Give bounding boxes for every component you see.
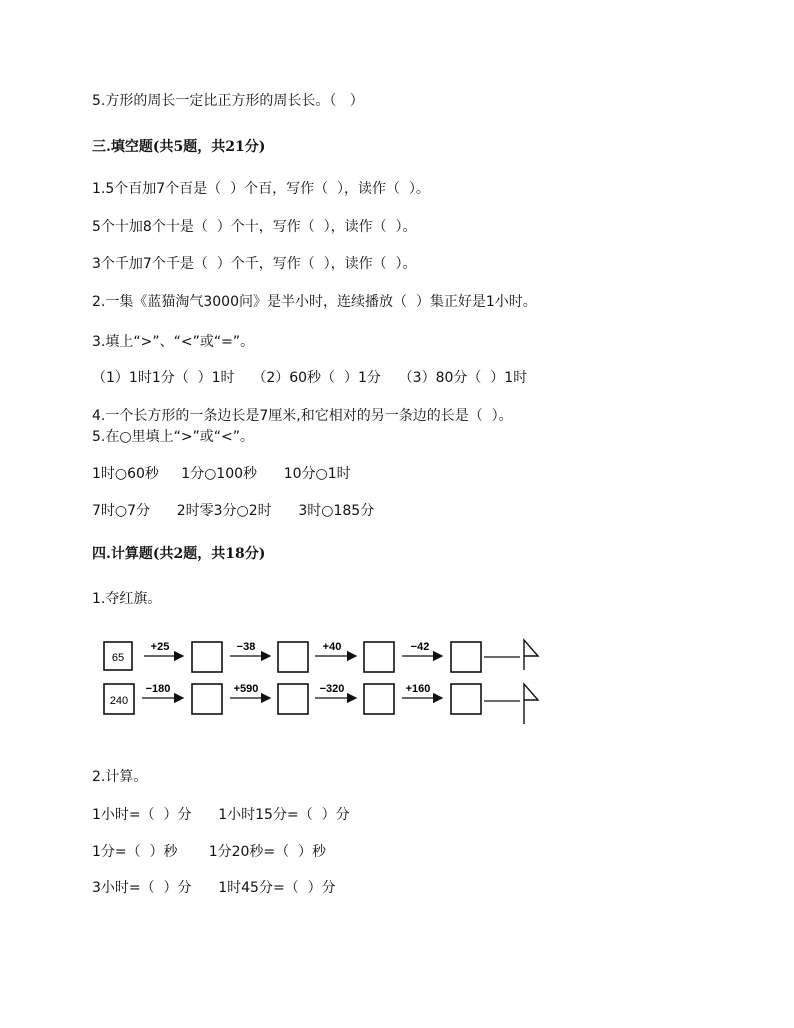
fill-question-5-row-2: 7时○7分 2时零3分○2时 3时○185分 (92, 503, 375, 519)
fill-question-1c: 3个千加7个千是（ ）个千，写作（ ），读作（ ）。 (92, 256, 417, 272)
calc-question-2-row-3: 3小时=（ ）分 1时45分=（ ）分 (92, 880, 336, 896)
answer-box[interactable] (192, 684, 222, 714)
answer-box[interactable] (278, 684, 308, 714)
flag-race-diagram (100, 632, 560, 728)
judge-question-5: 5.方形的周长一定比正方形的周长长。（ ） (92, 93, 364, 109)
calc-question-2-row-2: 1分=（ ）秒 1分20秒=（ ）秒 (92, 844, 327, 860)
answer-box[interactable] (278, 642, 308, 672)
operation-label: −38 (236, 641, 256, 653)
calc-question-2-row-1: 1小时=（ ）分 1小时15分=（ ）分 (92, 807, 350, 823)
answer-box[interactable] (451, 684, 481, 714)
section-4-title: 四.计算题(共2题，共18分) (92, 546, 266, 562)
operation-label: +160 (405, 683, 431, 695)
flag-race-row-2 (104, 683, 538, 724)
fill-question-2: 2.一集《蓝猫淘气3000问》是半小时，连续播放（ ）集正好是1小时。 (92, 294, 537, 310)
operation-label: −320 (319, 683, 345, 695)
fill-question-3-items: （1）1时1分（ ）1时 （2）60秒（ ）1分 （3）80分（ ）1时 (92, 370, 528, 386)
operation-label: +25 (150, 641, 170, 653)
operation-label: +40 (322, 641, 342, 653)
flag-icon (524, 684, 538, 724)
calc-question-1: 1.夺红旗。 (92, 591, 162, 607)
fill-question-3: 3.填上“>”、“<”或“=”。 (92, 334, 255, 350)
calc-question-2: 2.计算。 (92, 769, 148, 785)
section-3-title: 三.填空题(共5题，共21分) (92, 139, 266, 155)
flag-race-row-1 (104, 640, 538, 672)
fill-question-5: 5.在○里填上“>”或“<”。 (92, 429, 255, 445)
fill-question-1a: 1.5个百加7个百是（ ）个百，写作（ ），读作（ ）。 (92, 181, 430, 197)
start-value: 65 (111, 652, 125, 664)
answer-box[interactable] (451, 642, 481, 672)
fill-question-4: 4.一个长方形的一条边长是7厘米,和它相对的另一条边的长是（ ）。 (92, 408, 513, 424)
answer-box[interactable] (364, 684, 394, 714)
fill-question-5-row-1: 1时○60秒 1分○100秒 10分○1时 (92, 466, 351, 482)
operation-label: −180 (145, 683, 171, 695)
operation-label: +590 (233, 683, 259, 695)
operation-label: −42 (410, 641, 430, 653)
answer-box[interactable] (364, 642, 394, 672)
start-value: 240 (109, 695, 129, 707)
fill-question-1b: 5个十加8个十是（ ）个十，写作（ ），读作（ ）。 (92, 219, 417, 235)
answer-box[interactable] (192, 642, 222, 672)
flag-icon (524, 640, 538, 670)
